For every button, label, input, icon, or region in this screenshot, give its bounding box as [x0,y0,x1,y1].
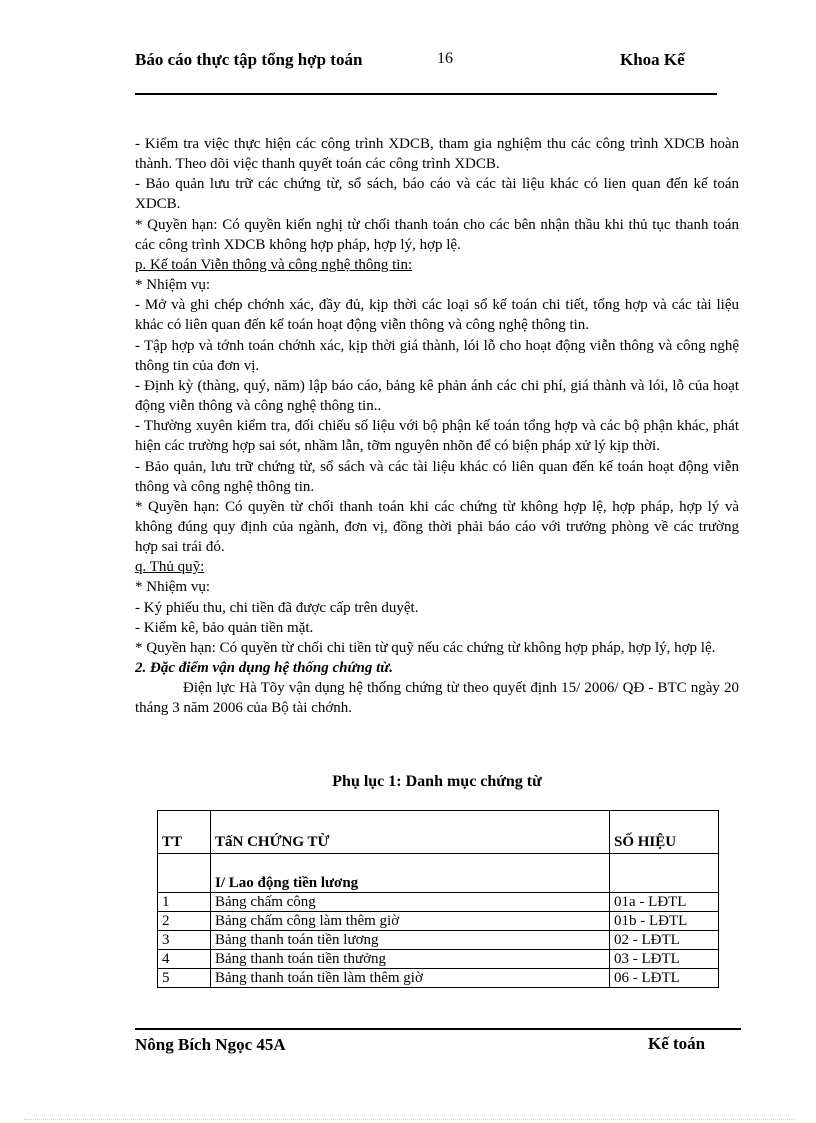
group-label: I/ Lao động tiền lương [211,854,610,893]
paragraph: Điện lực Hà Tõy vận dụng hệ thống chứng từ theo quyết định 15/ 2006/ QĐ - BTC ngày 20 tháng 3 năm 2006 của Bộ tài chớnh. [135,680,739,717]
table-row [158,931,719,950]
table-cell: 03 - LĐTL [610,950,719,969]
paragraph: - Ký phiếu thu, chi tiền đã được cấp trên duyệt. [135,599,419,616]
table-cell: Bảng chấm công [211,893,610,912]
table-cell: 02 - LĐTL [610,931,719,950]
footer-author: Nông Bích Ngọc 45A [135,1035,286,1054]
section-heading-p: p. Kế toán Viễn thông và công nghệ thông tin: [135,256,413,273]
footer-rule [135,1028,741,1030]
paragraph: - Mở và ghi chép chớnh xác, đầy đủ, kịp thời các loại sổ kế toán chi tiết, tổng hợp và các tài liệu khác có liên quan đến kế toán hoạt động viễn thông và công nghệ thông tin. [135,297,739,334]
header-report-title: Báo cáo thực tập tổng hợp toán [135,50,363,69]
column-header: SỐ HIỆU [610,811,719,854]
table-cell: Bảng chấm công làm thêm giờ [211,912,610,931]
table-row [158,912,719,931]
paragraph: - Bảo quản, lưu trữ chứng từ, sổ sách và các tài liệu khác có liên quan đến kế toán hoạt động viễn thông và công nghệ thông tin. [135,458,739,495]
table-cell: Bảng thanh toán tiền lương [211,931,610,950]
table-row [158,969,719,988]
table-cell: 01b - LĐTL [610,912,719,931]
paragraph: * Nhiệm vụ: [135,277,210,294]
section-heading-q: q. Thủ quỹ: [135,559,205,576]
page-edge-divider [24,1119,794,1120]
table-cell: 1 [158,893,211,912]
paragraph: - Kiểm tra việc thực hiện các công trình XDCB, tham gia nghiệm thu các công trình XDCB hoàn thành. Theo dõi việc thanh quyết toán các công trình XDCB. [135,136,739,173]
page-number: 16 [437,50,453,67]
paragraph: - Tập hợp và tớnh toán chớnh xác, kịp thời giá thành, lói lỗ cho hoạt động viễn thông và công nghệ thông tin của đơn vị. [135,337,739,374]
paragraph: - Định kỳ (thàng, quý, năm) lập báo cáo, bảng kê phản ánh các chi phí, giá thành và lói, lỗ của hoạt động viễn thông và công nghệ thông tin.. [135,377,739,415]
document-body [135,134,739,719]
table-cell: Bảng thanh toán tiền thưởng [211,950,610,969]
paragraph: - Bảo quản lưu trữ các chứng từ, sổ sách, báo cáo và các tài liệu khác có lien quan đến kế toán XDCB. [135,176,739,213]
section-heading-2: 2. Đặc điểm vận dụng hệ thống chứng từ. [135,660,394,677]
table-cell: Bảng thanh toán tiền làm thêm giờ [211,969,610,988]
paragraph: - Kiểm kê, bảo quản tiền mặt. [135,619,314,636]
table-cell: 2 [158,912,211,931]
column-header: TT [158,811,211,854]
table-cell: 5 [158,969,211,988]
table-row [158,893,719,912]
paragraph: * Quyền hạn: Có quyền từ chối thanh toán khi các chứng từ không hợp lệ, hợp pháp, hợp lý và không đúng quy định của ngành, đơn vị, đồng thời phải báo cáo với trưởng phòng về các trường hợp sai trái đó. [135,498,739,556]
document-catalog-table [157,810,719,988]
paragraph: - Thường xuyên kiểm tra, đối chiếu số liệu với bộ phận kế toán tổng hợp và các bộ phận khác, phát hiện các trường hợp sai sót, nhầm lẫn, tỡm nguyên nhõn để có biện pháp xử lý kịp thời. [135,418,739,455]
table-cell: 01a - LĐTL [610,893,719,912]
table-cell: 4 [158,950,211,969]
paragraph: * Nhiệm vụ: [135,579,210,596]
table-header-row [158,811,719,854]
column-header: TấN CHỨNG TỪ [211,811,610,854]
paragraph: * Quyền hạn: Có quyền kiến nghị từ chối thanh toán cho các bên nhận thầu khi thủ tục thanh toán các công trình XDCB không hợp pháp, hợp lý, hợp lệ. [135,216,739,253]
table-cell [158,854,211,893]
table-cell: 06 - LĐTL [610,969,719,988]
paragraph: * Quyền hạn: Có quyền từ chối chi tiền từ quỹ nếu các chứng từ không hợp pháp, hợp lý, hợp lệ. [135,639,716,656]
table-row [158,950,719,969]
table-title: Phụ lục 1: Danh mục chứng từ [332,773,542,790]
footer-major: Kế toán [648,1034,706,1053]
table-group-row [158,854,719,893]
header-rule [135,93,717,95]
header-faculty: Khoa Kế [620,50,685,69]
table-cell [610,854,719,893]
table-cell: 3 [158,931,211,950]
